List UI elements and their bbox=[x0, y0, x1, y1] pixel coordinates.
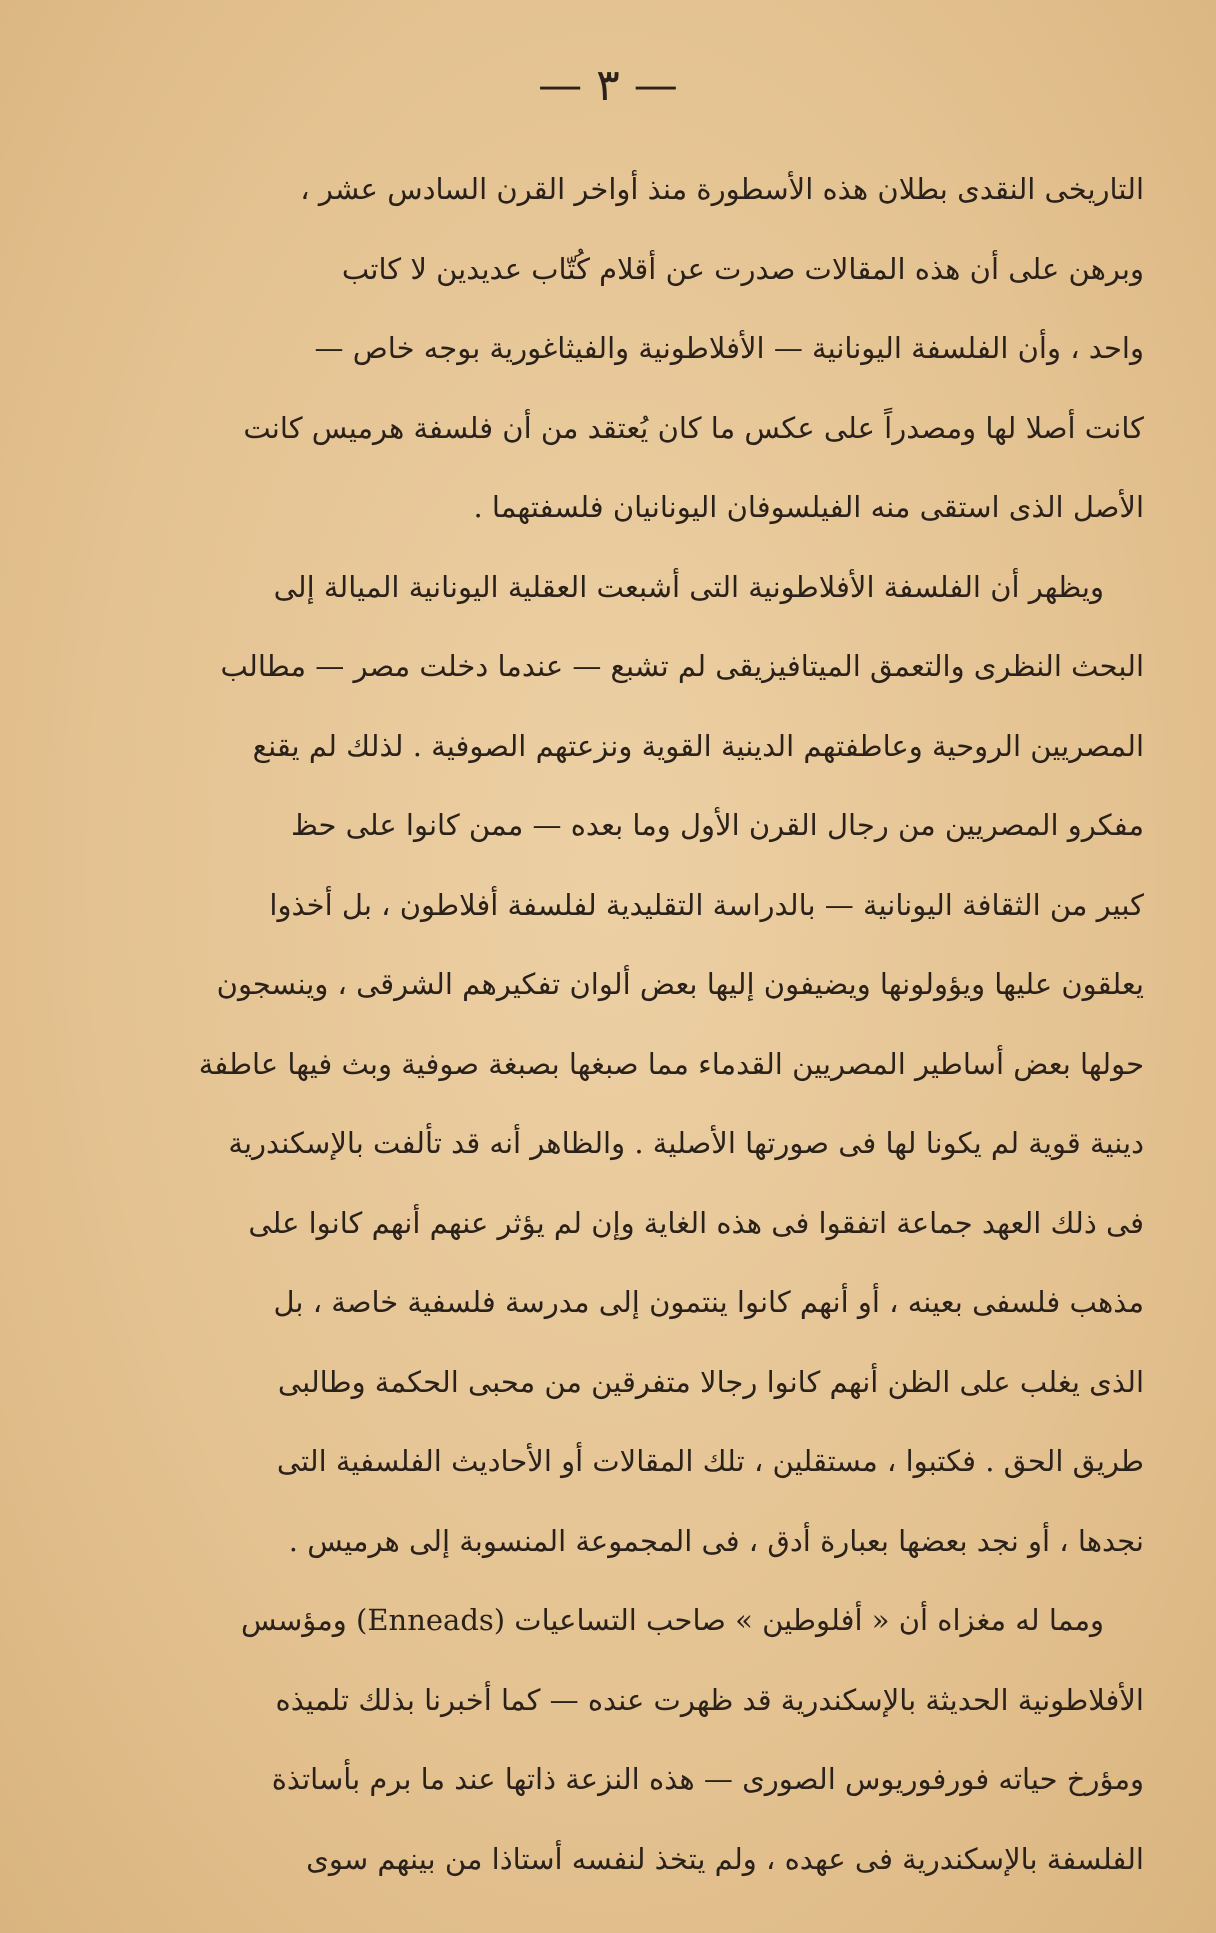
text-line: ومؤرخ حياته فورفوريوس الصورى — هذه النزعة ذاتها عند ما برم بأساتذة bbox=[271, 1762, 1144, 1796]
text-line: التاريخى النقدى بطلان هذه الأسطورة منذ أواخر القرن السادس عشر ، bbox=[300, 172, 1144, 206]
text-line: وبرهن على أن هذه المقالات صدرت عن أقلام كُتّاب عديدين لا كاتب bbox=[341, 251, 1144, 286]
text-line: يعلقون عليها ويؤولونها ويضيفون إليها بعض ألوان تفكيرهم الشرقى ، وينسجون bbox=[216, 967, 1144, 1001]
text-line: نجدها ، أو نجد بعضها بعبارة أدق ، فى المجموعة المنسوبة إلى هرميس . bbox=[288, 1523, 1144, 1558]
page-number: — ٣ — bbox=[538, 60, 678, 111]
text-line: الفلسفة بالإسكندرية فى عهده ، ولم يتخذ لنفسه أستاذا من بينهم سوى bbox=[306, 1841, 1144, 1876]
text-line: فى ذلك العهد جماعة اتفقوا فى هذه الغاية وإن لم يؤثر عنهم أنهم كانوا على bbox=[248, 1205, 1144, 1240]
text-line: البحث النظرى والتعمق الميتافيزيقى لم تشبع — عندما دخلت مصر — مطالب bbox=[220, 649, 1144, 683]
text-line: واحد ، وأن الفلسفة اليونانية — الأفلاطونية والفيثاغورية بوجه خاص — bbox=[314, 331, 1144, 365]
text-line: طريق الحق . فكتبوا ، مستقلين ، تلك المقالات أو الأحاديث الفلسفية التى bbox=[276, 1444, 1144, 1478]
text-line: كانت أصلا لها ومصدراً على عكس ما كان يُعتقد من أن فلسفة هرميس كانت bbox=[243, 410, 1144, 445]
text-line: كبير من الثقافة اليونانية — بالدراسة التقليدية لفلسفة أفلاطون ، بل أخذوا bbox=[269, 887, 1144, 922]
text-line: مفكرو المصريين من رجال القرن الأول وما بعده — ممن كانوا على حظ bbox=[290, 808, 1144, 842]
paragraph-first-line: ومما له مغزاه أن « أفلوطين » صاحب التساعيات (Enneads) ومؤسس bbox=[241, 1603, 1104, 1637]
text-line: حولها بعض أساطير المصريين القدماء مما صبغها بصبغة صوفية وبث فيها عاطفة bbox=[198, 1046, 1144, 1081]
text-line: دينية قوية لم يكونا لها فى صورتها الأصلية . والظاهر أنه قد تألفت بالإسكندرية bbox=[228, 1126, 1144, 1160]
body-text bbox=[98, 150, 1144, 1899]
text-line: الذى يغلب على الظن أنهم كانوا رجالا متفرقين من محبى الحكمة وطالبى bbox=[277, 1364, 1144, 1399]
paragraph-first-line: ويظهر أن الفلسفة الأفلاطونية التى أشبعت العقلية اليونانية الميالة إلى bbox=[273, 569, 1104, 604]
text-line: المصريين الروحية وعاطفتهم الدينية القوية ونزعتهم الصوفية . لذلك لم يقنع bbox=[252, 728, 1144, 763]
text-line: الأفلاطونية الحديثة بالإسكندرية قد ظهرت عنده — كما أخبرنا بذلك تلميذه bbox=[275, 1682, 1144, 1717]
text-line: مذهب فلسفى بعينه ، أو أنهم كانوا ينتمون إلى مدرسة فلسفية خاصة ، بل bbox=[273, 1285, 1144, 1319]
text-line: الأصل الذى استقى منه الفيلسوفان اليونانيان فلسفتهما . bbox=[473, 490, 1144, 524]
